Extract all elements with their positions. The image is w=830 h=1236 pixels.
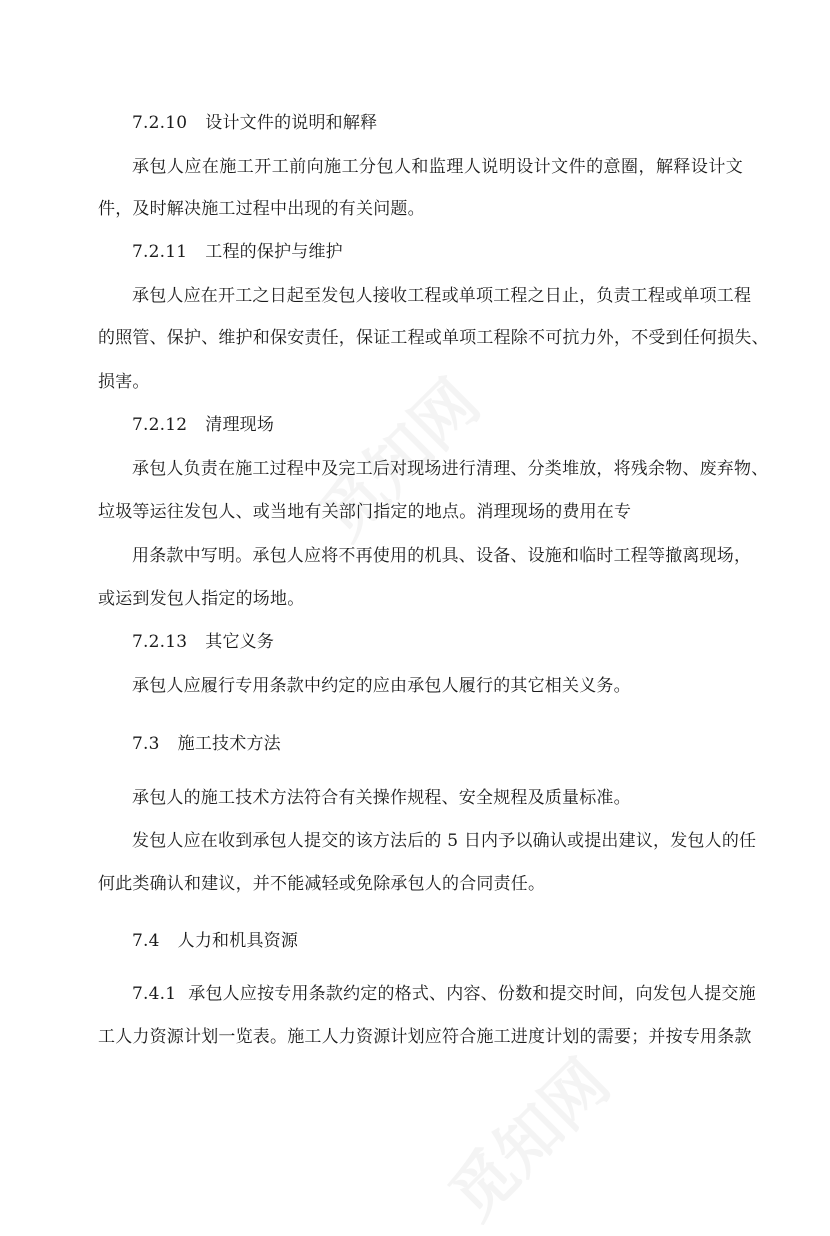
paragraph-line: 用条款中写明。承包人应将不再使用的机具、设备、设施和临时工程等撤离现场， [132, 546, 752, 566]
section-number: 7.2.10 [132, 113, 188, 133]
section-title: 人力和机具资源 [177, 931, 299, 951]
paragraph-line: 的照管、保护、维护和保安责任，保证工程或单项工程除不可抗力外，不受到任何损失、 [98, 328, 769, 348]
paragraph-line: 发包人应在收到承包人提交的该方法后的 5 日内予以确认或提出建议，发包人的任 [132, 831, 757, 851]
section-heading-7-2-10 [132, 111, 777, 135]
section-title: 施工技术方法 [177, 734, 281, 754]
section-number: 7.2.11 [132, 242, 188, 262]
paragraph-line: 工人力资源计划一览表。施工人力资源计划应符合施工进度计划的需要；并按专用条款 [98, 1027, 752, 1047]
watermark [426, 1036, 627, 1236]
paragraph-line: 承包人应在施工开工前向施工分包人和监理人说明设计文件的意圈，解释设计文 [132, 157, 743, 177]
section-heading-7-2-12 [132, 413, 777, 437]
section-heading-7-4-1 [132, 982, 756, 1006]
section-heading-7-2-11 [132, 240, 777, 264]
paragraph-line: 或运到发包人指定的场地。 [98, 589, 305, 609]
section-title: 清理现场 [205, 415, 275, 435]
paragraph-line: 承包人应履行专用条款中约定的应由承包人履行的其它相关义务。 [132, 676, 631, 696]
paragraph-line: 何此类确认和建议，并不能减轻或免除承包人的合同责任。 [98, 874, 546, 894]
section-number: 7.2.13 [132, 632, 188, 652]
paragraph-line: 承包人的施工技术方法符合有关操作规程、安全规程及质量标准。 [132, 788, 631, 808]
section-heading-7-2-13 [132, 630, 777, 654]
paragraph-line: 承包人应在开工之日起至发包人接收工程或单项工程之日止，负责工程或单项工程 [132, 286, 752, 306]
section-title: 其它义务 [205, 632, 275, 652]
paragraph-line: 损害。 [98, 372, 150, 392]
paragraph-line: 承包人负责在施工过程中及完工后对现场进行清理、分类堆放，将残余物、废弃物、 [132, 459, 769, 479]
section-number: 7.4 [132, 931, 160, 951]
paragraph-line: 承包人应按专用条款约定的格式、内容、份数和提交时间，向发包人提交施 [188, 984, 756, 1004]
section-number: 7.4.1 [132, 984, 177, 1004]
section-heading-7-3 [132, 732, 777, 756]
section-heading-7-4 [132, 929, 777, 953]
paragraph-line: 件，及时解决施工过程中出现的有关问题。 [98, 199, 425, 219]
section-title: 设计文件的说明和解释 [205, 113, 378, 133]
section-number: 7.3 [132, 734, 160, 754]
paragraph-line: 垃圾等运往发包人、或当地有关部门指定的地点。消理现场的费用在专 [98, 502, 632, 522]
section-title: 工程的保护与维护 [205, 242, 343, 262]
section-number: 7.2.12 [132, 415, 188, 435]
